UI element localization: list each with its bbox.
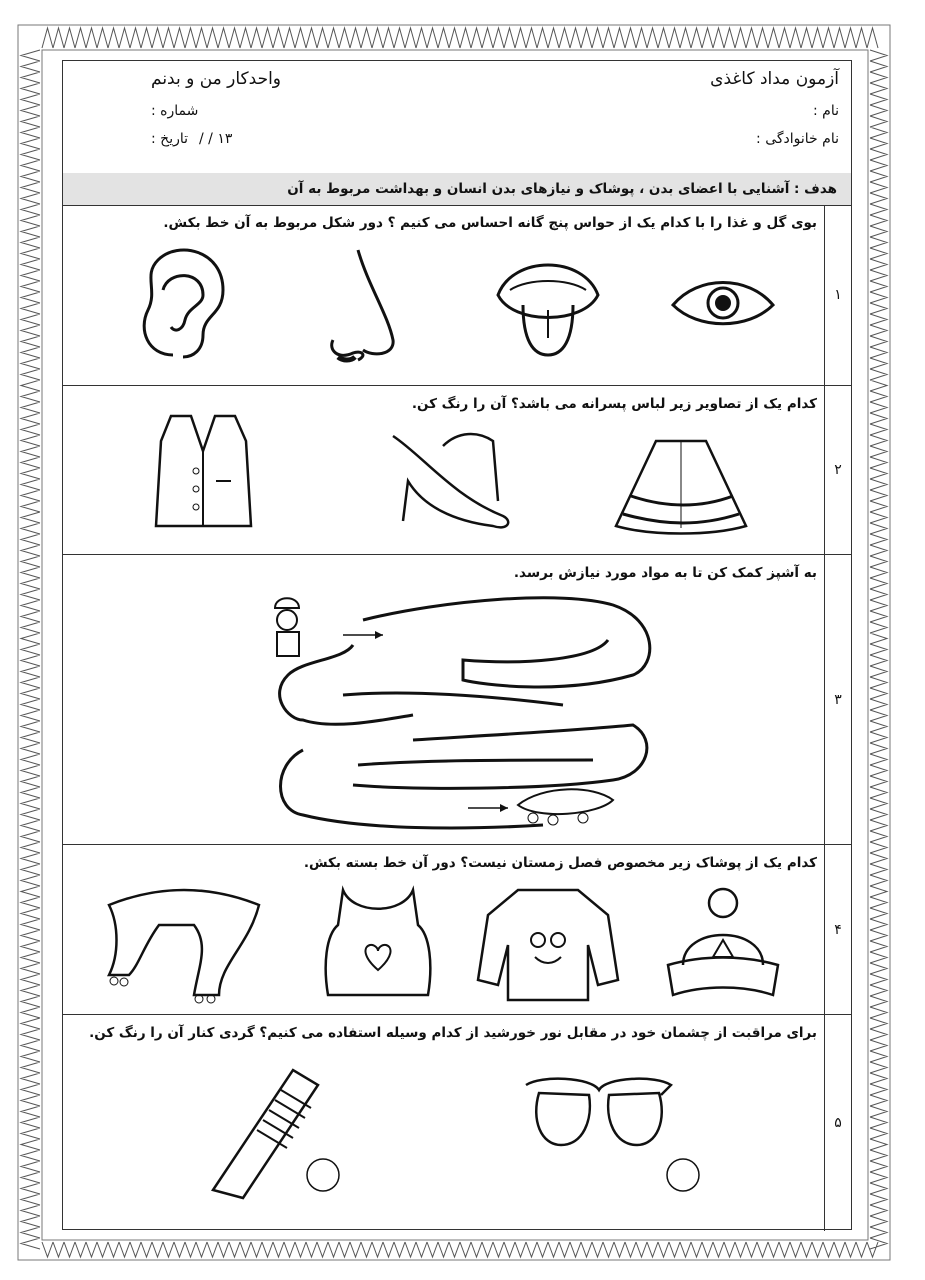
question-number: ۲ [824, 386, 851, 554]
unit-title: واحدکار من و بدنم [151, 69, 282, 89]
chef-icon [275, 598, 299, 656]
sunglasses-choice-circle[interactable] [663, 1155, 703, 1195]
ingredients-icon [518, 789, 613, 825]
question-row-3 [63, 555, 851, 845]
scarf-icon[interactable] [99, 885, 269, 1005]
question-row-4 [63, 845, 851, 1015]
family-label: نام خانوادگی : [756, 131, 839, 147]
question-number: ۵ [824, 1015, 851, 1231]
comb-choice-circle[interactable] [303, 1155, 343, 1195]
nose-icon[interactable] [313, 245, 423, 375]
question-text: برای مراقبت از چشمان خود در مقابل نور خورشید از کدام وسیله استفاده می کنیم؟ گردی کنار آن را رنگ کن. [89, 1025, 817, 1041]
question-text: کدام یک از تصاویر زیر لباس پسرانه می باشد؟ آن را رنگ کن. [411, 396, 817, 412]
question-number: ۴ [824, 845, 851, 1014]
sunglasses-icon[interactable] [521, 1075, 676, 1165]
vest-icon[interactable] [151, 411, 256, 536]
date-label: تاریخ : [151, 131, 189, 147]
maze-icon[interactable] [263, 580, 663, 840]
header [63, 61, 851, 174]
question-row-2 [63, 386, 851, 555]
question-number: ۳ [824, 555, 851, 844]
tank-top-icon[interactable] [318, 885, 438, 1005]
worksheet [62, 60, 852, 1230]
number-label: شماره : [151, 103, 199, 119]
question-row-5 [63, 1015, 851, 1231]
mouth-tongue-icon[interactable] [488, 250, 608, 360]
question-text: بوی گل و غذا را با کدام یک از حواس پنج گانه احساس می کنیم ؟ دور شکل مربوط به آن خط بکش. [163, 215, 817, 231]
goal-bar [63, 173, 851, 206]
name-label: نام : [813, 103, 839, 119]
question-row-1 [63, 205, 851, 386]
winter-hat-icon[interactable] [663, 885, 783, 1005]
sweater-icon[interactable] [473, 885, 623, 1005]
skirt-icon[interactable] [611, 436, 751, 536]
question-text: به آشپز کمک کن تا به مواد مورد نیازش برسد. [513, 565, 817, 581]
goal-text: هدف : آشنایی با اعضای بدن ، پوشاک و نیازهای بدن انسان و بهداشت مربوط به آن [287, 181, 837, 197]
date-value: / / ۱۳ [199, 131, 233, 147]
high-heels-icon[interactable] [383, 426, 523, 536]
ear-icon[interactable] [123, 245, 293, 375]
question-number: ۱ [824, 205, 851, 385]
eye-icon[interactable] [668, 275, 778, 335]
exam-title: آزمون مداد کاغذی [710, 69, 839, 89]
question-text: کدام یک از پوشاک زیر مخصوص فصل زمستان نیست؟ دور آن خط بسته بکش. [303, 855, 817, 871]
